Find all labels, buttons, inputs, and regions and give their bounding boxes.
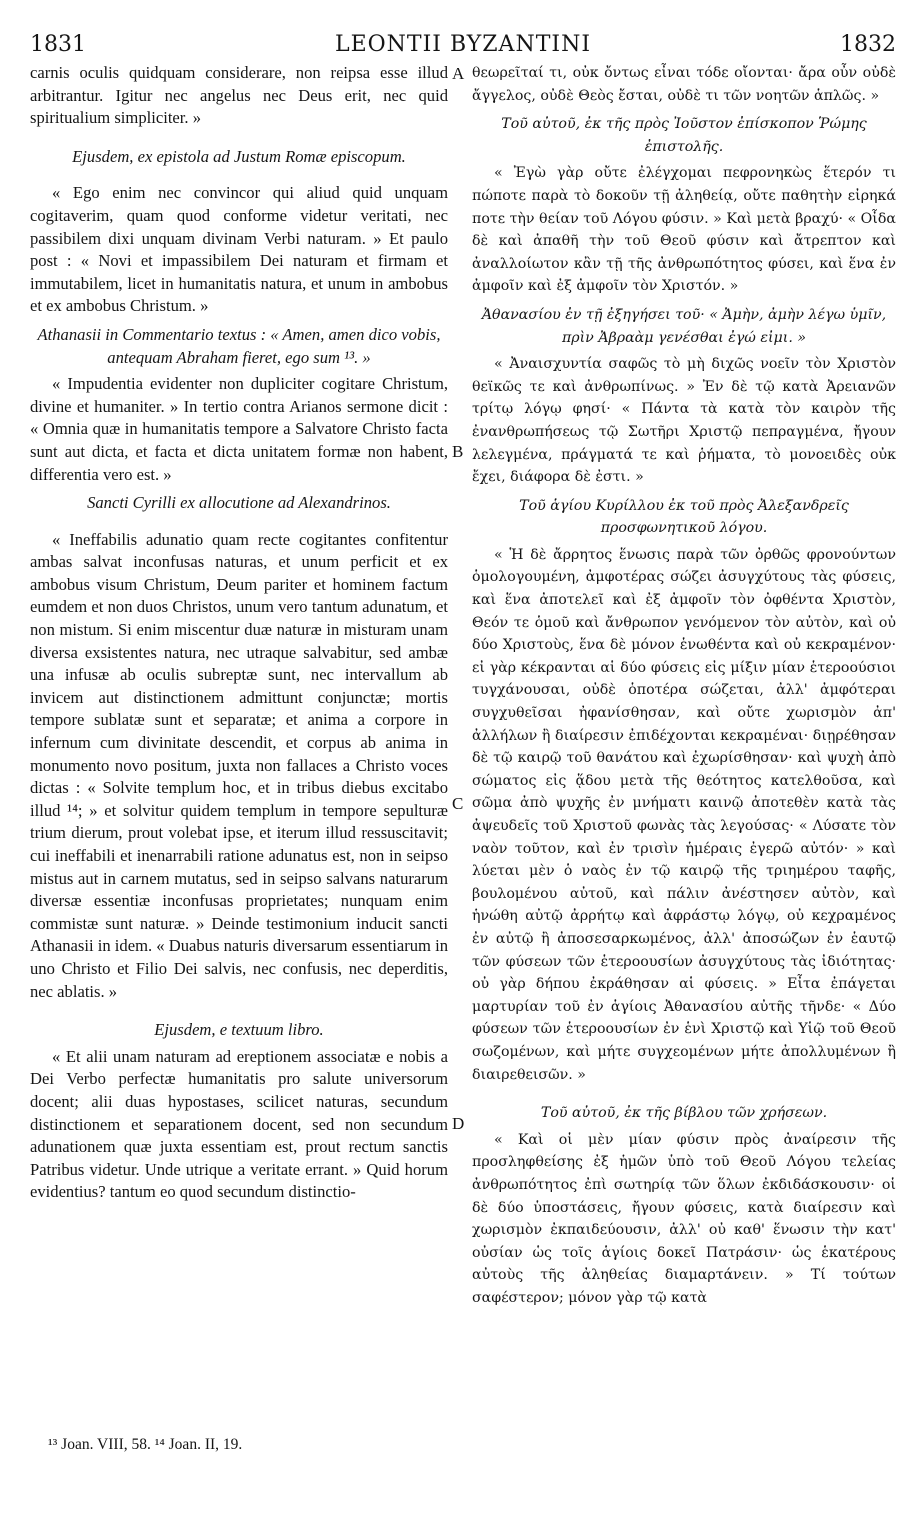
latin-paragraph: « Impudentia evidenter non dupliciter cogitare Christum, divine et humaniter. » In tertio contra Arianos sermone dicit : « Omnia quæ in humanitatis tempore a Salvatore Christo facta sunt aut dicta, et facta et dicta unitatem formæ non habent, differentia vero est. » (30, 374, 448, 484)
latin-column (30, 62, 448, 1204)
latin-paragraph: carnis oculis quidquam considerare, non reipsa esse illud arbitrantur. Igitur nec angelus nec Deus erit, nec quid spiritualium simpliciter. » (30, 63, 448, 128)
latin-heading: Ejusdem, ex epistola ad Justum Romæ episcopum. (72, 146, 406, 166)
margin-marker-d: D (452, 1114, 465, 1133)
running-title: LEONTII BYZANTINI (334, 32, 592, 57)
latin-paragraph: « Et alii unam naturam ad ereptionem associatæ e nobis a Dei Verbo perfectæ humanitatis pro salute universorum docent; alii duas hypostases, scilicet naturas, secundum distinctionem et separationem docent, sed non secundum adunationem quæ juxta essentiam est, prout rectum sanctis Patribus videtur. Unde utrique a veritate errant. » Quid horum evidentius? tantum eo quod secundum distinctio- (30, 1046, 448, 1202)
greek-column (472, 62, 896, 1309)
greek-paragraph: « Καὶ οἱ μὲν μίαν φύσιν πρὸς ἀναίρεσιν τῆς προσληφθείσης ἐξ ἡμῶν ὑπὸ τοῦ Θεοῦ Λόγου τελείας ἀνθρωπότητος ἐπὶ σωτηρίᾳ τῶν ὅλων ἐκδιδάσκουσιν· οἱ δὲ δύο ὑποστάσεις, ἤγουν φύσεις, κατὰ διαίρεσιν καὶ χωρισμὸν ἐκπαιδεύουσιν, ἀλλ' οὐ καθ' ἕνωσιν τὴν κατ' οὐσίαν ὡς τοῖς ἁγίοις δοκεῖ Πατράσιν· ὡς ἑκατέρους αὐτοὺς τῆς ἀληθείας διαμαρτάνειν. » Τί τούτων σαφέστερον; μόνον γὰρ τῷ κατὰ (472, 1131, 896, 1306)
greek-heading: Τοῦ ἁγίου Κυρίλλου ἐκ τοῦ πρὸς Ἀλεξανδρεῖς προσφωνητικοῦ λόγου. (519, 497, 849, 537)
footnotes: ¹³ Joan. VIII, 58. ¹⁴ Joan. II, 19. (48, 1436, 243, 1453)
greek-paragraph: « Ἐγὼ γὰρ οὔτε ἐλέγχομαι πεφρονηκὼς ἕτερόν τι πώποτε παρὰ τὸ δοκοῦν τῇ ἀληθείᾳ, οὔτε παθητὴν εἰρηκά ποτε τὴν θείαν τοῦ Λόγου φύσιν. » Καὶ μετὰ βραχύ· « Οἶδα δὲ καὶ ἀπαθῆ τὴν τοῦ Θεοῦ φύσιν καὶ ἄτρεπτον καὶ ἀναλλοίωτον κἂν τῇ τῆς ἀνθρωπότητος φύσει, καὶ ἕνα ἐν ἀμφοῖν καὶ ἐξ ἀμφοῖν τὸν Χριστόν. » (472, 165, 896, 295)
latin-heading: Athanasii in Commentario textus : « Amen, amen dico vobis, antequam Abraham fieret, ego sum ¹³. » (37, 324, 441, 367)
page-header (30, 32, 896, 60)
latin-paragraph: « Ineffabilis adunatio quam recte cogitantes confitentur ambas salvat inconfusas naturas, et unum perficit et ex ambobus visum Christum, Deum pariter et hominem factum eumdem et non duos Christos, unum vero tantum adunatum, et non mistum. Si enim miscentur duæ naturæ in misturam unam diversa exsistentes natura, nec utraque salvabitur, sed ambæ una infusæ ab oculis subreptæ sunt, nec intervallum ab invicem aut distinctionem admittunt conjunctæ; mortis tempore sublatæ sunt et separatæ; et anima a corpore in infernum cum divinitate descendit, et corpus ab anima in monumento novo positum, juxta non fallaces a Christo voces dictas : « Solvite templum hoc, et in tribus diebus excitabo illud ¹⁴; » et solvitur quidem templum in tempore sepulturæ trium dierum, prout volebat ipse, et iterum illud ressuscitavit; cui ineffabili et inenarrabili ratione adunatus est, non in seipso mistus aut in carnem mutatus, sed in seipso salvans naturarum diversæ essentiæ inconfusas proprietates; nunquam enim commistæ sunt naturæ. » Deinde testimonium inducit sancti Athanasii in idem. « Duabus naturis diversarum essentiarum in uno Christo et Filio Dei salvis, nec confusis, nec deperditis, nec ablatis. » (30, 529, 448, 1001)
greek-paragraph: « Ἀναισχυντία σαφῶς τὸ μὴ διχῶς νοεῖν τὸν Χριστὸν θεϊκῶς τε καὶ ἀνθρωπίνως. » Ἐν δὲ τῷ κατὰ Ἀρειανῶν τρίτῳ λόγῳ φησί· « Πάντα τὰ κατὰ τὸν καιρὸν τῆς ἐνανθρωπήσεως τῷ Σωτῆρι Χριστῷ πεπραγμένα, ἤγουν λελεγμένα, πράγματά τε καὶ ῥήματα, τὸ μονοειδὲς οὐκ ἔχει, διάφορα δὲ ἐστι. » (472, 356, 896, 486)
latin-heading: Sancti Cyrilli ex allocutione ad Alexandrinos. (87, 493, 391, 513)
greek-heading: Τοῦ αὐτοῦ, ἐκ τῆς βίβλου τῶν χρήσεων. (540, 1105, 828, 1122)
greek-paragraph: θεωρεῖταί τι, οὐκ ὄντως εἶναι τόδε οἴονται· ἄρα οὖν οὐδὲ ἄγγελος, οὐδὲ Θεὸς ἔσται, οὐδὲ τι τῶν νοητῶν ἁπλῶς. » (472, 65, 896, 104)
latin-paragraph: « Ego enim nec convincor qui aliud quid unquam cogitaverim, quam quod conforme videtur veritati, nec passibilem dixi unquam divinam Verbi naturam. » Et paulo post : « Novi et impassibilem Dei naturam et firmam et immutabilem, licet in humanitatis natura, et unum in ambobus et ex ambobus Christum. » (30, 183, 448, 316)
latin-heading: Ejusdem, e textuum libro. (154, 1020, 324, 1040)
greek-heading: Ἀθανασίου ἐν τῇ ἐξηγήσει τοῦ· « Ἀμὴν, ἀμὴν λέγω ὑμῖν, πρὶν Ἀβραὰμ γενέσθαι ἐγώ εἰμι. » (481, 306, 887, 346)
margin-marker-b: B (452, 442, 464, 461)
greek-heading: Τοῦ αὐτοῦ, ἐκ τῆς πρὸς Ἰοῦστον ἐπίσκοπον Ῥώμης ἐπιστολῆς. (501, 116, 867, 155)
margin-marker-a: A (452, 64, 465, 83)
column-number-right: 1832 (840, 32, 896, 57)
greek-paragraph: « Ἡ δὲ ἄρρητος ἕνωσις παρὰ τῶν ὀρθῶς φρονούντων ὁμολογουμένη, ἀμφοτέρας σώζει ἀσυγχύτους τὰς φύσεις, καὶ ἕνα ἀποτελεῖ καὶ ἐξ ἀμφοῖν τὸν ὀφθέντα Χριστὸν, Θεόν τε ὁμοῦ καὶ ἄνθρωπον γενόμενον τὸν αὐτὸν, καὶ οὐ δύο Χριστοὺς, ἕνα δὲ μόνον ἑνωθέντα καὶ οὐ κεκραμένον· εἰ γὰρ κέκρανται αἱ δύο φύσεις εἰς μίξιν μίαν ἑτεροούσιοι τυγχάνουσαι, οὐδὲ ὁποτέρα σώζεται, ἀλλ' ἀμφότεραι συγχυθεῖσαι ἠφανίσθησαν, καὶ οὔτε χωρισμὸν ἀπ' ἀλλήλων ἢ διαίρεσιν ἐπιδέχονται κεκραμέναι· διῃρέθησαν δὲ τῷ καιρῷ τοῦ θανάτου καὶ ἐχωρίσθησαν· καὶ ψυχὴ ἀπὸ σώματος εἰς ᾅδου μετὰ τῆς θεότητος κατελθοῦσα, καὶ σῶμα ἀπὸ ψυχῆς ἐν μνήματι καινῷ ἀποτεθὲν κατὰ τὰς ἀψευδεῖς τοῦ Χριστοῦ φωνὰς τὰς λεγούσας· « Λύσατε τὸν ναὸν τοῦτον, καὶ ἐν τρισὶν ἡμέραις ἐγερῶ αὐτόν· » καὶ λύεται μὲν ὁ ναὸς ἐν τῷ καιρῷ τῆς τριημέρου ταφῆς, βουλομένου αὐτοῦ, καὶ πάλιν ἀνέστησεν αὐτὸν, καὶ ἡνώθη αὐτῷ ἀρρήτῳ καὶ ἀφράστῳ λόγῳ, οὐ κεχραμένος ἐν αὐτῷ ἢ ἀποσεσαρκωμένος, ἀλλ' ἀποσώζων ἐν ἑαυτῷ τῶν φύσεων τῶν ἑτεροουσίων ἀσυγχύτους τὰς ἰδιότητας· οὐ γὰρ δήπου ἐκράθησαν αἱ φύσεις. » Εἶτα ἐπάγεται μαρτυρίαν τοῦ ἐν ἁγίοις Ἀθανασίου αὐτῆς τῆνδε· « Δύο φύσεων τῶν ἑτεροουσίων ἐν ἑνὶ Χριστῷ καὶ Υἱῷ τοῦ Θεοῦ σωζομένων, καὶ μήτε συγχεομένων μήτε ἀπολλυμένων ἢ διαιρεθεισῶν. » (472, 546, 896, 1083)
column-number-left: 1831 (30, 32, 86, 57)
margin-marker-c: C (452, 794, 464, 813)
